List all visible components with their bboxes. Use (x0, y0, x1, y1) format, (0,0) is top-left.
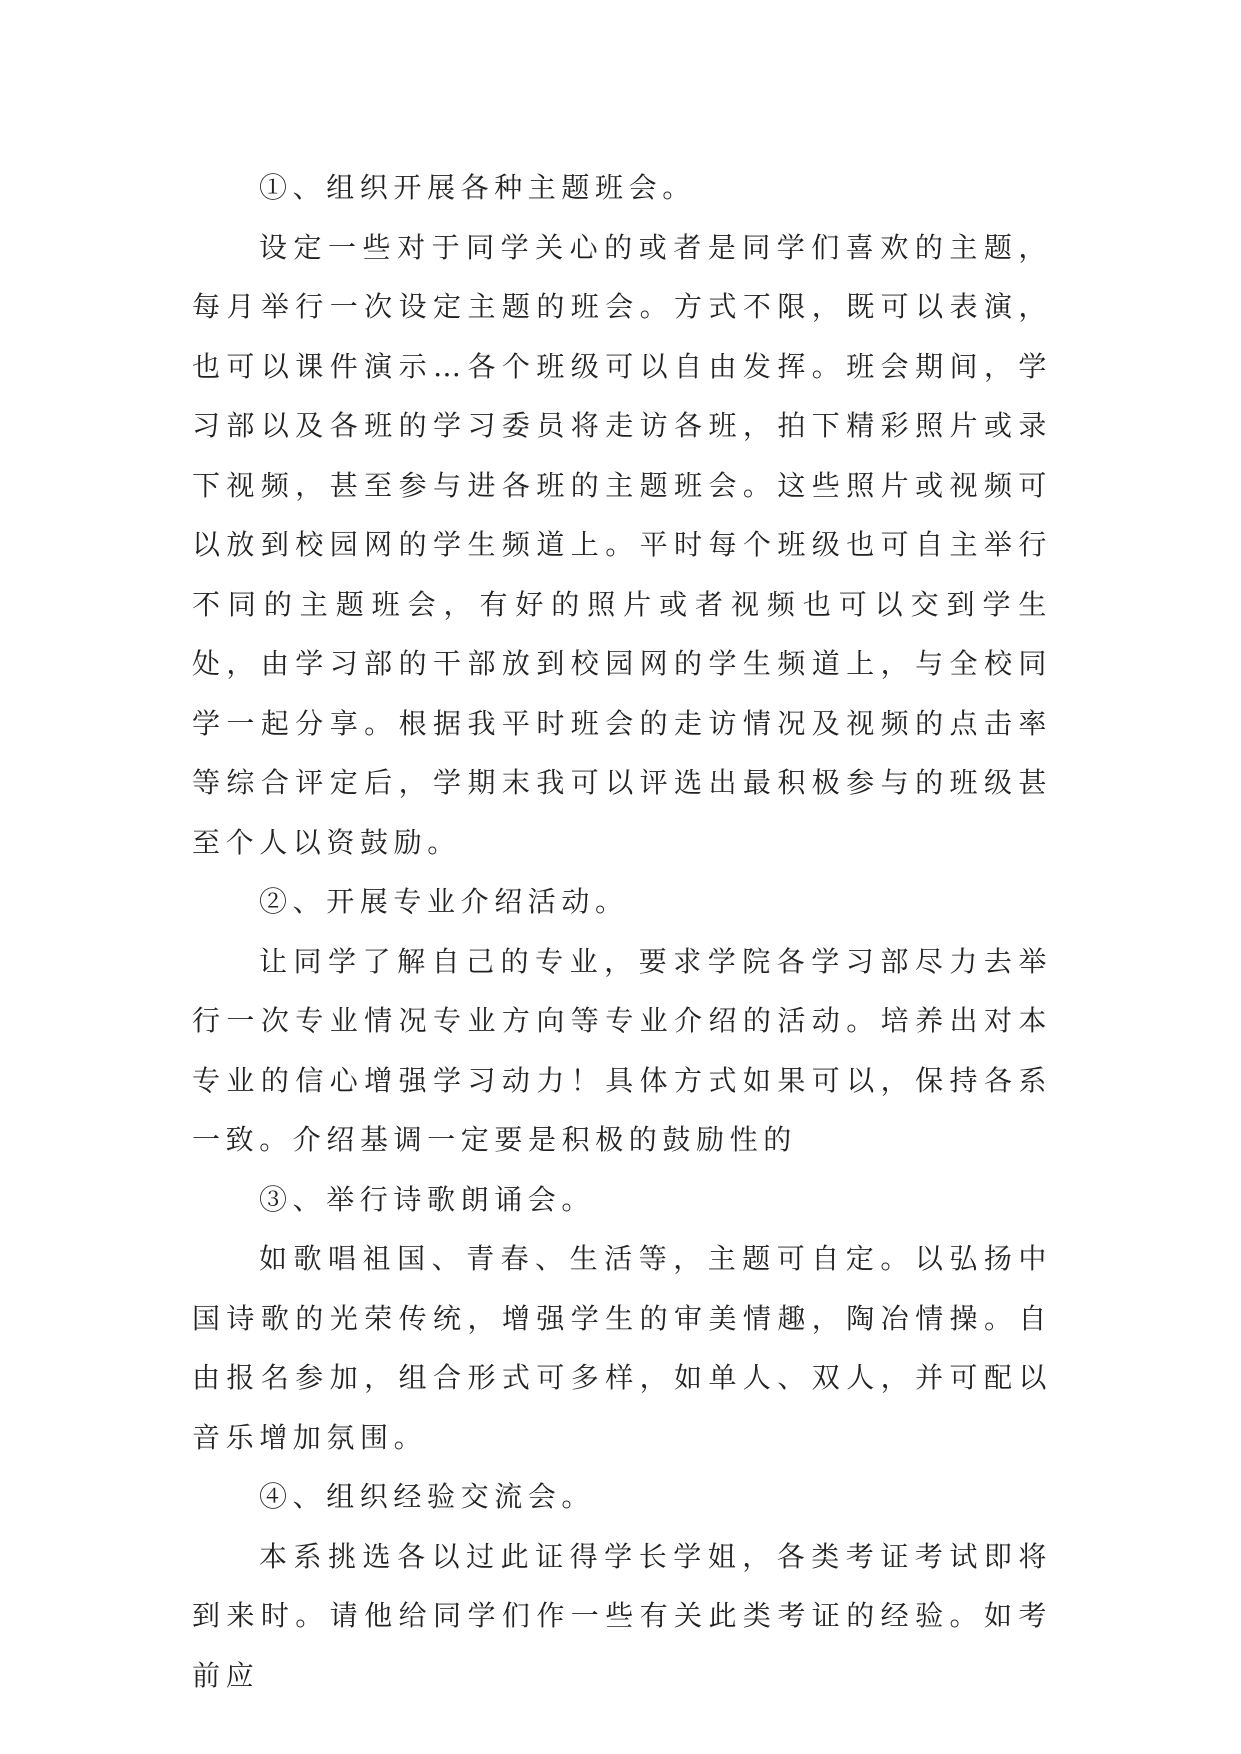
paragraph-major-introduction: 让同学了解自己的专业，要求学院各学习部尽力去举行一次专业情况专业方向等专业介绍的活动。培养出对本专业的信心增强学习动力！具体方式如果可以，保持各系一致。介绍基调一定要是积极的鼓励性的 (192, 944, 1052, 1156)
paragraph-poetry-recital: 如歌唱祖国、青春、生活等，主题可自定。以弘扬中国诗歌的光荣传统，增强学生的审美情趣，陶冶情操。自由报名参加，组合形式可多样，如单人、双人，并可配以音乐增加氛围。 (192, 1242, 1052, 1454)
paragraph-experience-exchange: 本系挑选各以过此证得学长学姐，各类考证考试即将到来时。请他给同学们作一些有关此类考证的经验。如考前应 (192, 1539, 1052, 1692)
paragraph-theme-class-meeting: 设定一些对于同学关心的或者是同学们喜欢的主题，每月举行一次设定主题的班会。方式不限，既可以表演，也可以课件演示…各个班级可以自由发挥。班会期间，学习部以及各班的学习委员将走访各班，拍下精彩照片或录下视频，甚至参与进各班的主题班会。这些照片或视频可以放到校园网的学生频道上。平时每个班级也可自主举行不同的主题班会，有好的照片或者视频也可以交到学生处，由学习部的干部放到校园网的学生频道上，与全校同学一起分享。根据我平时班会的走访情况及视频的点击率等综合评定后，学期末我可以评选出最积极参与的班级甚至个人以资鼓励。 (192, 230, 1052, 859)
heading-item-1: ①、组织开展各种主题班会。 (259, 171, 696, 204)
document-body (192, 158, 1052, 1705)
heading-item-4: ④、组织经验交流会。 (259, 1480, 596, 1513)
heading-item-3: ③、举行诗歌朗诵会。 (259, 1182, 596, 1216)
heading-item-2: ②、开展专业介绍活动。 (259, 885, 629, 918)
